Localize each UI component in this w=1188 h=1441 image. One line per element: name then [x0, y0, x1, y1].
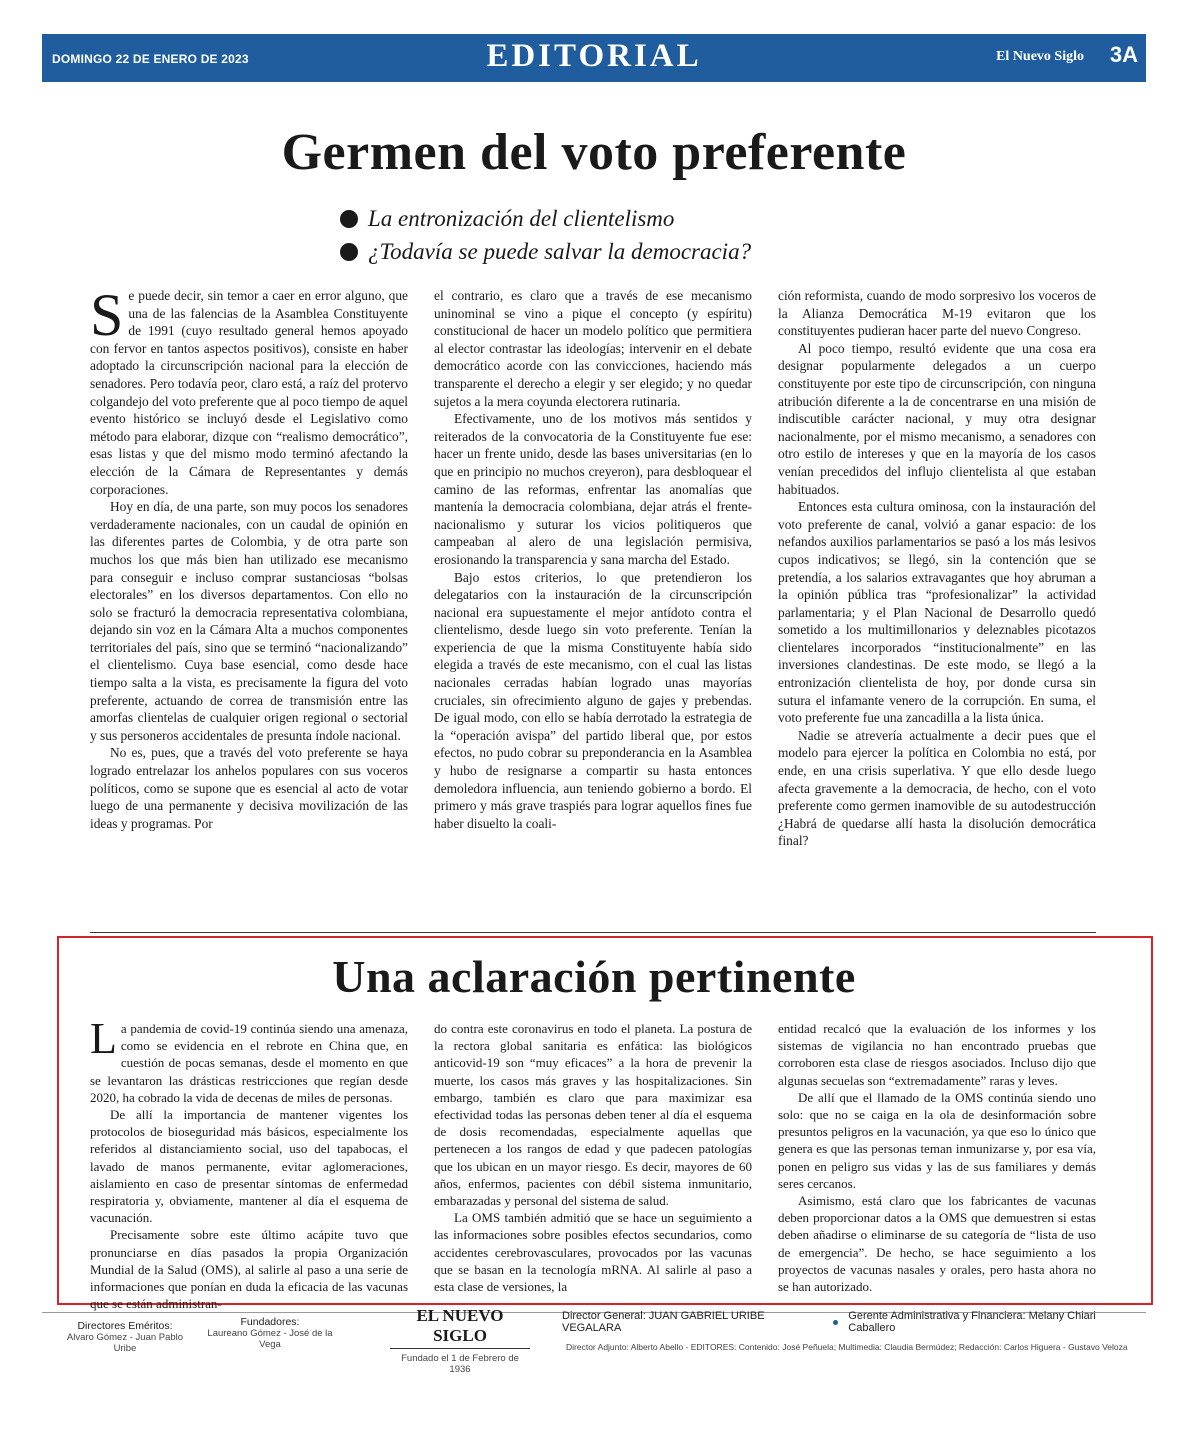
page-number: 3A	[1109, 42, 1138, 67]
paragraph: La OMS también admitió que se hace un seguimiento a las informaciones sobre posibles efectos secundarios, como accidentes cerebrovasculares, provocados por las vacunas que se basan en la tecnología mRNA. Al salirle al paso a esta clase de versiones, la	[434, 1210, 752, 1295]
paragraph-text: e puede decir, sin temor a caer en error alguno, que una de las falencias de la Asamblea Constituyente de 1991 (cuyo resultado general hemos apoyado con fervor en tantos aspectos positivos), consiste en haber adoptado la circunscripción nacional para la elección de senadores. Pero todavía peor, claro está, a raíz del protervo colgandejo del voto preferente que al poco tiempo de aquel evento histórico se incluyó desde el Legislativo como método para elaborar, dizque con “realismo democrático”, esas listas y que del mismo modo terminó afectando la elección de la Cámara de Representantes y demás corporaciones.	[90, 288, 408, 497]
paragraph: Al poco tiempo, resultó evidente que una cosa era designar popularmente delegados a un cuerpo constituyente por este tipo de circunscripción, con ninguna atribución diferente a la de concentrarse en una misión de indiscutible carácter nacional, y muy otra designar nacionalmente, por el mismo mecanismo, a senadores con otro estilo de intereses y que en la mayoría de los casos venían precedidos del influjo clientelista al que estaban habituados.	[778, 340, 1096, 497]
editorial-2-body	[90, 1014, 1096, 1312]
paragraph: ción reformista, cuando de modo sorpresivo los voceros de la Alianza Democrática M-19 evitaron que los constituyentes pudieran hacer parte del nuevo Congreso.	[778, 288, 1096, 339]
footer-masthead	[390, 1306, 530, 1375]
article-column	[434, 287, 752, 917]
paragraph: Asimismo, está claro que los fabricantes de vacunas deben proporcionar datos a la OMS que demuestren si estas deben añadirse o eliminarse de su categoría de “lista de uso de emergencia”. De hecho, se hace seguimiento a los proyectos de vacunas nasales y orales, pero hasta ahora no se han autorizado.	[778, 1193, 1096, 1295]
editorial-2-headline: Una aclaración pertinente	[332, 951, 856, 1002]
article-column	[90, 282, 408, 917]
editorial-1-headline: Germen del voto preferente	[281, 124, 907, 181]
founders-names: Laureano Gómez - José de la Vega	[207, 1328, 333, 1350]
paragraph-text: a pandemia de covid-19 continúa siendo una amenaza, como se evidencia en el rebrote en China que, en cuestión de pocas semanas, desde el momento en que se levantaron las drásticas restricciones que regían desde 2020, ha cobrado la vida de decenas de miles de personas.	[90, 1021, 408, 1105]
paragraph: Hoy en día, de una parte, son muy pocos los senadores verdaderamente nacionales, con un caudal de opinión en las diferentes partes de Colombia, y de otra parte son muchos los que más bien han utilizado ese mecanismo para conseguir e incluso comprar sustanciosas “bolsas electorales” en los diversos departamentos. Con ello no solo se fracturó la democracia representativa colombiana, dejando sin voz en la Cámara Alta a muchos componentes territoriales del país, sino que se terminó “nacionalizando” el clientelismo. Cuya base esencial, como desde hace tiempo salta a la vista, es precisamente la figura del voto preferente, actuando de correa de transmisión entre las amorfas clientelas de cualquier origen regional o sectorial y sus personeros accidentales de presunta índole nacional.	[90, 499, 408, 743]
drop-cap: S	[90, 282, 124, 348]
founded-date: Fundado el 1 de Febrero de 1936	[401, 1353, 519, 1375]
paragraph: De allí que el llamado de la OMS continúa siendo uno solo: que no se caiga en la ola de desinformación sobre presuntos peligros en la vacunación, ya que eso lo único que genera es que las personas teman inmunizarse y, por esa vía, ponen en peligro sus vidas y las de sus familiares y demás seres cercanos.	[778, 1089, 1096, 1191]
summary-bullet-text: ¿Todavía se puede salvar la democracia?	[368, 239, 752, 264]
summary-bullet-text: La entronización del clientelismo	[368, 206, 675, 231]
article-column	[90, 1014, 408, 1312]
paragraph: De allí la importancia de mantener vigentes los protocolos de bioseguridad más básicos, especialmente los referidos al distanciamiento social, uso del tapabocas, el lavado de manos permanente, evitar aglomeraciones, aislamiento en caso de presentar síntomas de enfermedad respiratoria y, obviamente, mantener al día el esquema de vacunación.	[90, 1107, 408, 1226]
paragraph: entidad recalcó que la evaluación de los informes y los sistemas de vigilancia no han encontrado pruebas que corroboren esta clase de riesgos asociados. Incluso dijo que algunas secuelas son “extremadamente” raras y leves.	[778, 1021, 1096, 1088]
editorial-1-body	[90, 282, 1096, 917]
newspaper-logo: EL NUEVO SIGLO	[390, 1306, 530, 1349]
brand-name: El Nuevo Siglo	[996, 49, 1084, 64]
section-title: EDITORIAL	[486, 38, 702, 74]
emeritus-names: Alvaro Gómez - Juan Pablo Uribe	[66, 1332, 184, 1354]
editorial-1-summary	[340, 202, 900, 268]
paragraph: Entonces esta cultura ominosa, con la instauración del voto preferente de canal, volvió a ganar espacio: de los nefandos auxilios parlamentarios se pasó a los más lesivos cupos indicativos; se llegó, sin la contención que se pretendía, a los salarios extravagantes que hoy abruman a la opinión pública tras “profesionalizar” la actividad parlamentaria; y el Plan Nacional de Desarrollo quedó sometido a los multimillonarios y deleznables picotazos clientelares incorporados “institucionalmente” en las inversiones clandestinas. De este modo, se llegó a la entronización clientelista de hoy, por donde cursa sin sutura el infamante venero de la corrupción. En suma, el voto preferente fue una zancadilla a la lista única.	[778, 499, 1096, 726]
paragraph: do contra este coronavirus en todo el planeta. La postura de la rectora global sanitaria es enfática: las biológicos anticovid-19 son “muy eficaces” a la hora de prevenir la muerte, los casos más graves y las hospitalizaciones. Sin embargo, también es claro que para maximizar esa efectividad todas las personas deben tener al día el esquema de dosis recomendadas, especialmente aquellas que pertenecen a los rangos de edad y que padecen patologías que los ubican en un mayor riesgo. Es decir, mayores de 60 años, enfermos, pacientes con débil sistema inmunitario, embarazadas y personal del sistema de salud.	[434, 1021, 752, 1209]
paragraph: No es, pues, que a través del voto preferente se haya logrado entrelazar los anhelos populares con sus voceros políticos, como se supone que es esencial al acto de votar luego de una permanente y decisiva movilización de las ideas y programas. Por	[90, 745, 408, 831]
emeritus-label: Directores Eméritos:	[77, 1320, 173, 1332]
paragraph: el contrario, es claro que a través de ese mecanismo uninominal se vino a pique el concepto (y espíritu) constitucional de hacer un modelo político que permitiera al elector contrastar las ideologías; intervenir en el debate democrático acorde con las convicciones, haciendo más transparente el derecho a elegir y ser elegido; y no quedar sujetos a la mera coyunda electorera rutinaria.	[434, 288, 752, 409]
summary-bullet	[340, 202, 900, 235]
bullet-dot-icon	[340, 243, 358, 261]
separator-dot-icon	[833, 1320, 838, 1325]
article-column	[434, 1020, 752, 1295]
footer-founders	[200, 1316, 340, 1350]
editors-credits: Director Adjunto: Alberto Abello - EDITORES: Contenido: José Peñuela; Multimedia: Claudia Bermúdez; Redacción: Carlos Higuera - Gustavo Veloza	[566, 1342, 1128, 1352]
director-general: Director General: JUAN GABRIEL URIBE VEGALARA	[562, 1310, 765, 1334]
summary-bullet	[340, 235, 900, 268]
issue-date: DOMINGO 22 DE ENERO DE 2023	[52, 52, 249, 66]
paragraph: Efectivamente, uno de los motivos más sentidos y reiterados de la convocatoria de la Constituyente fue ese: hacer un frente unido, desde las bases universitarias (en lo que en principio no muchos creyeron), para desbloquear el camino de las reformas, enfrentar las anomalías que mantenía la democracia colombiana, dejar atrás el frente-nacionalismo y suturar los vicios politiqueros que campeaban al alero de una legislación permisiva, erosionando la transparencia y sana marcha del Estado.	[434, 411, 752, 567]
paragraph: Precisamente sobre este último acápite tuvo que pronunciarse en días pasados la propia Organización Mundial de la Salud (OMS), al salirle al paso a una serie de informaciones que ponían en duda la eficacia de las vacunas que se están administran-	[90, 1227, 408, 1312]
paragraph: Bajo estos criterios, lo que pretendieron los delegatarios con la instauración de la circunscripción nacional era supuestamente el mejor antídoto contra el clientelismo, desde luego sin voto preferente. Tenían la experiencia de que la misma Constituyente había sido elegida a través de este mecanismo, con el cual las listas nacionales cerradas habían logrado unas mayorías cruciales, sin ofrecimiento alguno de gajes y prebendas. De igual modo, con ello se había derrotado la estrategia de la “operación avispa” del partido liberal que, por estos efectos, no pudo cobrar su preponderancia en la Asamblea y hubo de resignarse a compartir su hasta entonces demoledora influencia, aun teniendo gobierno a bordo. El primero y más grave traspiés para lograr aquellos fines fue haber disuelto la coali-	[434, 569, 752, 831]
staff-row	[562, 1310, 1142, 1334]
drop-cap: L	[90, 1014, 117, 1063]
paragraph: Nadie se atrevería actualmente a decir pues que el modelo para ejercer la política en Colombia no está, por ende, en una crisis superlativa. Y que ello desde luego afecta gravemente a la democracia, de hecho, con el voto preferente como germen inamovible de su autodestrucción ¿Habrá de quedarse allí hasta la disolución democrática final?	[778, 727, 1096, 849]
founders-label: Fundadores:	[240, 1316, 300, 1328]
admin-manager: Gerente Administrativa y Financiera: Melany Chiari Caballero	[848, 1310, 1096, 1334]
article-column	[778, 1020, 1096, 1295]
section-divider	[90, 932, 1096, 933]
article-column	[778, 287, 1096, 917]
bullet-dot-icon	[340, 210, 358, 228]
paragraph	[90, 282, 408, 498]
footer-emeritus	[60, 1320, 190, 1354]
page-header-bar	[42, 34, 1146, 82]
paragraph	[90, 1014, 408, 1106]
footer-staff	[562, 1310, 1142, 1352]
